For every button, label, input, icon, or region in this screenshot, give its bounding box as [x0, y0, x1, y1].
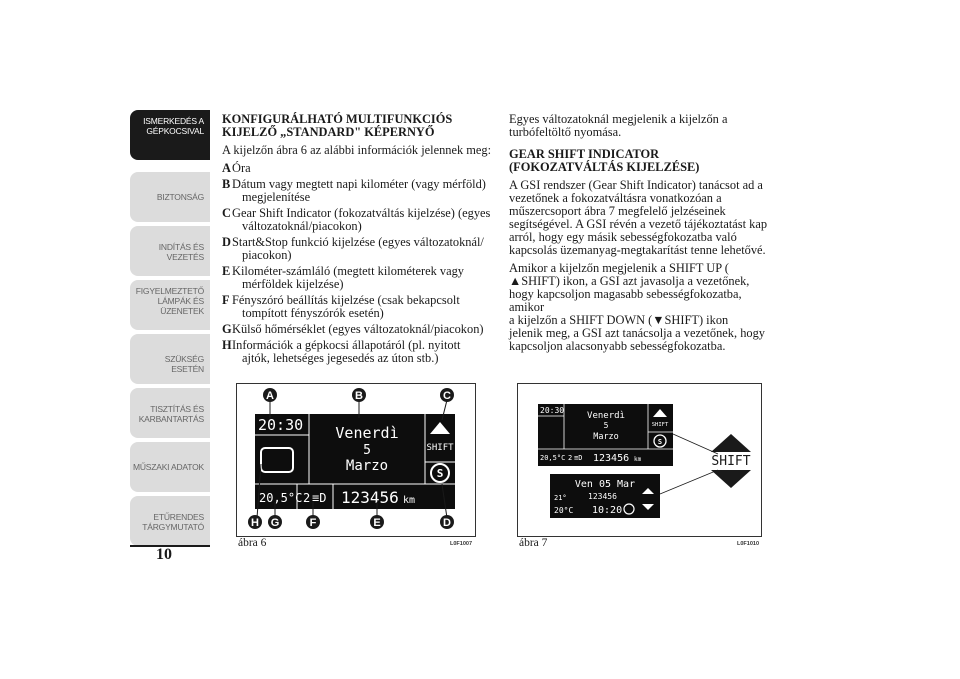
left-column: [222, 113, 498, 368]
tab-figyelmezteto[interactable]: [130, 280, 210, 330]
lcd-odo: 123456: [341, 488, 399, 507]
item-letter: B: [222, 177, 231, 191]
lcd-lights: 2: [568, 454, 573, 462]
lcd-month: Marzo: [593, 432, 619, 442]
heading-line: KONFIGURÁLHATÓ MULTIFUNKCIÓS: [222, 112, 453, 126]
item-line: Információk a gépkocsi állapotáról (pl. nyitott: [232, 338, 461, 352]
item-line: piacokon): [242, 248, 292, 262]
lcd-day: Venerdì: [335, 424, 399, 442]
lcd-month: Marzo: [345, 458, 389, 474]
lcd-unit: km: [634, 456, 642, 463]
lcd-sub-time: 10:20: [592, 505, 623, 516]
lcd-shift: SHIFT: [426, 443, 454, 453]
leader-line: [660, 470, 718, 494]
lcd-unit: km: [403, 495, 416, 506]
item-letter: G: [222, 322, 232, 336]
info-list-item: [222, 265, 498, 291]
item-line: Kilométer-számláló (megtett kilométerek vagy: [232, 264, 464, 278]
tab-inditas[interactable]: [130, 226, 210, 276]
text-line: jelenik meg, a GSI azt tanácsolja a vezetőnek, hogy: [509, 326, 765, 340]
tab-label: TISZTÍTÁS ÉS: [150, 404, 204, 414]
item-letter: H: [222, 338, 232, 352]
tab-targymutato[interactable]: [130, 496, 210, 546]
intro-paragraph: A kijelzőn ábra 6 az alábbi információk jelennek meg:: [222, 143, 492, 157]
figure-6: [236, 383, 476, 537]
lcd-time: 20:30: [540, 406, 565, 415]
lcd-date-num: 5: [363, 443, 371, 458]
heading-line: KIJELZŐ „STANDARD" KÉPERNYŐ: [222, 124, 435, 139]
gsi-paragraph-1: [509, 179, 777, 257]
text-line: Amikor a kijelzőn megjelenik a SHIFT UP (: [509, 261, 729, 275]
headlight-icon: ≡D: [312, 491, 327, 505]
lcd-shift: SHIFT: [651, 422, 669, 428]
label-g: G: [270, 517, 280, 529]
item-text: [232, 339, 498, 365]
text-line: Egyes változatoknál megjelenik a kijelzőn a: [509, 112, 728, 126]
item-letter: E: [222, 264, 231, 278]
text-line: ▲SHIFT) ikon, a GSI azt javasolja a vezetőnek,: [509, 274, 750, 288]
text-line: hogy kapcsoljon magasabb sebességfokozatba, amikor: [509, 287, 742, 314]
figure-6-caption: ábra 6: [238, 537, 267, 549]
item-text: [232, 323, 498, 336]
info-list-item: [222, 323, 498, 336]
tab-label: ISMERKEDÉS A: [143, 116, 204, 126]
label-a: A: [266, 390, 274, 402]
tab-label: BIZTONSÁG: [156, 192, 204, 202]
info-list-item: [222, 178, 498, 204]
info-list-item: [222, 236, 498, 262]
item-letter: A: [222, 161, 231, 175]
item-letter: F: [222, 293, 230, 307]
tab-label: GÉPKOCSIVAL: [146, 126, 204, 136]
right-column: [509, 113, 777, 358]
info-list-item: [222, 162, 498, 175]
figure-6-code: L0F1007: [450, 541, 473, 547]
item-line: mérföldek kijelzése): [242, 277, 344, 291]
text-line: a kijelzőn a SHIFT DOWN (▼SHIFT) ikon: [509, 313, 729, 327]
item-letter: D: [222, 235, 231, 249]
item-line: tompított fényszórók esetén): [242, 306, 384, 320]
lcd-sub-date: Ven 05 Mar: [574, 479, 636, 490]
item-letter: C: [222, 206, 231, 220]
section-heading: [222, 113, 498, 138]
figure-7-code: L0F1010: [737, 541, 760, 547]
label-d: D: [443, 517, 451, 529]
text-line: A GSI rendszer (Gear Shift Indicator) tanácsot ad a: [509, 178, 763, 192]
display-diagram-6: [237, 384, 475, 536]
item-text: [232, 294, 498, 320]
lcd-odo: 123456: [593, 453, 630, 464]
tab-label: ETŰRENDES: [153, 512, 204, 522]
big-shift-label: SHIFT: [711, 454, 751, 469]
lcd-date-num: 5: [603, 421, 609, 430]
item-line: ajtók, lehetséges jegesedés az úton stb.): [242, 351, 439, 365]
label-b: B: [355, 390, 363, 402]
leader-line: [673, 434, 718, 454]
tab-label: INDÍTÁS ÉS: [158, 242, 204, 252]
text-line: segítségével. A GSI révén a vezető tájékoztatást kap: [509, 217, 768, 231]
info-list-item: [222, 339, 498, 365]
tab-szukseg[interactable]: [130, 334, 210, 384]
tab-label: VEZETÉS: [166, 252, 204, 262]
item-line: Külső hőmérséklet (egyes változatoknál/piacokon): [232, 322, 484, 336]
tab-ismerkedes[interactable]: [130, 110, 210, 160]
lcd-temp: 20,5°C: [259, 491, 303, 505]
text-line: vezetőnek a fokozatváltásra vonatkozóan a: [509, 191, 722, 205]
tab-label: FIGYELMEZTETŐ: [135, 286, 204, 296]
display-diagram-7: [518, 384, 761, 536]
lcd-ss-letter: S: [436, 467, 444, 480]
info-list: [222, 162, 498, 365]
info-list-item: [222, 294, 498, 320]
item-line: Óra: [232, 161, 251, 175]
page-number: 10: [156, 546, 172, 563]
text-line: kapcsoljon alacsonyabb sebességfokozatba.: [509, 339, 726, 353]
gsi-paragraph-2: [509, 262, 777, 353]
turbo-paragraph: [509, 113, 777, 139]
tab-label: TÁRGYMUTATÓ: [142, 522, 204, 532]
headlight-icon: ≡D: [574, 454, 583, 462]
tab-label: MŰSZAKI ADATOK: [132, 462, 204, 472]
tab-biztonsag[interactable]: [130, 172, 210, 222]
big-shift-up-icon: [711, 434, 751, 452]
info-list-item: [222, 207, 498, 233]
item-text: [232, 178, 498, 204]
label-h: H: [251, 517, 259, 529]
lcd-sub-trip-temp: 21°: [554, 494, 567, 502]
item-line: Gear Shift Indicator (fokozatváltás kijelzése) (egyes: [232, 206, 491, 220]
figure-7-caption: ábra 7: [519, 537, 548, 549]
item-line: Fényszóró beállítás kijelzése (csak bekapcsolt: [232, 293, 460, 307]
lcd-sub-temp: 20°C: [554, 506, 574, 515]
tab-label: LÁMPÁK ÉS: [157, 296, 204, 306]
label-e: E: [373, 517, 381, 529]
item-text: [232, 236, 498, 262]
lcd-time: 20:30: [258, 416, 304, 434]
text-line: műszercsoport ábra 7 megfelelő jelzéseinek: [509, 204, 726, 218]
tab-tisztitas[interactable]: [130, 388, 210, 438]
text-line: arról, hogy egy másik sebességfokozatba való: [509, 230, 737, 244]
item-text: [232, 207, 498, 233]
big-shift-down-icon: [711, 470, 751, 488]
tab-label: SZÜKSÉG ESETÉN: [164, 354, 204, 374]
lcd-ss-letter: S: [657, 438, 663, 446]
tab-muszaki[interactable]: [130, 442, 210, 492]
heading-line: (FOKOZATVÁLTÁS KIJELZÉSE): [509, 159, 700, 174]
item-line: változatoknál/piacokon): [242, 219, 362, 233]
label-c: C: [443, 390, 451, 402]
text-line: turbófeltöltő nyomása.: [509, 125, 622, 139]
lcd-sub-trip: 123456: [588, 492, 617, 501]
tab-label: ÜZENETEK: [160, 306, 204, 316]
gsi-heading: [509, 148, 777, 173]
item-line: megjelenítése: [242, 190, 311, 204]
label-f: F: [309, 517, 317, 529]
lcd-temp: 20,5°C: [540, 454, 566, 462]
item-text: [232, 162, 498, 175]
figure-7: [517, 383, 762, 537]
item-line: Start&Stop funkció kijelzése (egyes változatoknál/: [232, 235, 484, 249]
tab-label: KARBANTARTÁS: [138, 414, 204, 424]
heading-line: GEAR SHIFT INDICATOR: [509, 147, 660, 161]
item-text: [232, 265, 498, 291]
text-line: kapcsolás üzemanyag-megtakarítást tenne lehetővé.: [509, 243, 766, 257]
item-line: Dátum vagy megtett napi kilométer (vagy mérföld): [232, 177, 486, 191]
lcd-lights: 2: [303, 491, 311, 505]
lcd-day: Venerdì: [587, 411, 625, 421]
